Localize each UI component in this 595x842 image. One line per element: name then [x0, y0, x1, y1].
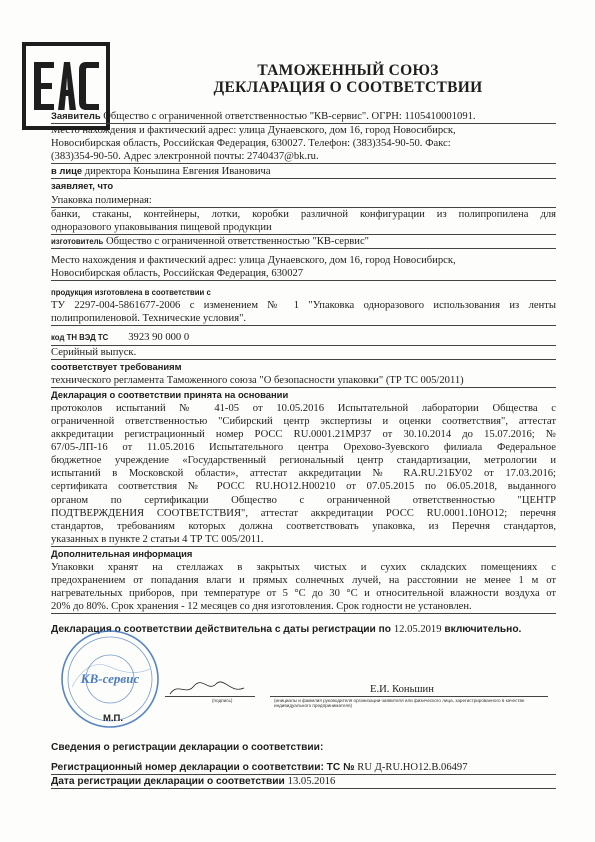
validity-date: 12.05.2019	[393, 624, 442, 636]
name-caption: (инициалы и фамилия руководителя организации-заявителя или физического лица, зарегистрированного в качестве индивидуального предпринимателя)	[274, 698, 525, 709]
applicant-label: Заявитель	[51, 110, 101, 121]
applicant-line-2: Место нахождения и фактический адрес: улица Дунаевского, дом 16, город Новосибирск,	[51, 125, 456, 137]
name-line	[270, 696, 548, 697]
validity-line: Декларация о соответствии действительна с даты регистрации по 12.05.2019 включительно.	[51, 624, 522, 636]
stamp-text: КВ-сервис	[80, 671, 140, 686]
product-desc-2: одноразового упаковывания пищевой продукции	[51, 221, 556, 235]
signatory-name: Е.И. Коньшин	[370, 684, 434, 695]
serial-line: Серийный выпуск.	[51, 346, 556, 360]
requirements-label: соответствует требованиям	[51, 360, 182, 372]
registration-number: RU Д-RU.НО12.В.06497	[357, 762, 468, 773]
person-label: в лице	[51, 165, 83, 177]
manufacturer-line-3: Новосибирская область, Российская Федерация, 630027	[51, 267, 556, 281]
produced-line-2: полипропиленовой. Технические условия".	[51, 312, 556, 326]
product-name: Упаковка полимерная:	[51, 194, 556, 208]
registration-date-line: Дата регистрации декларации о соответствии 13.05.2016	[51, 775, 556, 789]
registration-date: 13.05.2016	[287, 776, 336, 787]
basis-label: Декларация о соответствии принята на основании	[51, 388, 289, 400]
requirements-line: технического регламента Таможенного союза "О безопасности упаковки" (ТР ТС 005/2011)	[51, 374, 556, 388]
document-header	[118, 62, 578, 96]
person-line: в лице директора Коньшина Евгения Ивановича	[51, 164, 556, 179]
declaration-body	[51, 109, 556, 636]
product-desc-1: банки, стаканы, контейнеры, лотки, коробки различной конфигурации из полипропилена для	[51, 208, 556, 220]
tnved-line	[51, 331, 556, 345]
manufacturer-line-2: Место нахождения и фактический адрес: улица Дунаевского, дом 16, город Новосибирск,	[51, 254, 456, 266]
applicant-line-3: Новосибирская область, Российская Федерация, 630027. Телефон: (383)354-90-50. Факс:	[51, 138, 451, 150]
tnved-label: код ТН ВЭД ТС	[51, 333, 109, 343]
declares-label: заявляет, что	[51, 180, 114, 192]
basis-text: протоколов испытаний № 41-05 от 10.05.2016 Испытательной лаборатории Общества с ограниченной ответственностью "Сибирский центр экспертизы и оценки соответствия", аттестат аккредитации регистрационный номер РОСС RU.0001.21МР37 от 30.10.2014 до 15.07.2016; № 67/05-ЛП-16 от 11.05.2016 Испытательного центра Орехово-Зуевского филиала Федеральное бюджетное учреждение «Государственный региональный центр стандартизации, метрологии и испытаний в Московской области», аттестат аккредитации № RA.RU.21БУ02 от 17.03.2016; сертификата соответствия № РОСС RU.НО12.Н00210 от 07.05.2015 по 06.05.2018, выданного органом по сертификации Общество с ограниченной ответственностью "ЦЕНТР ПОДТВЕРЖДЕНИЯ СООТВЕТСТВИЯ", аттестат аккредитации РОСС RU.0001.10НО12; перечня стандартов, требованиям которых должна соответствовать упаковка, из Перечня стандартов, указанных в пункте 2 статьи 4 ТР ТС 005/2011.	[51, 402, 556, 547]
additional-label: Дополнительная информация	[51, 547, 193, 559]
signature-caption: (подпись)	[212, 698, 233, 703]
produced-line-1: ТУ 2297-004-5861677-2006 с изменением № 1 "Упаковка одноразового использования из ленты	[51, 300, 556, 312]
signature-line	[165, 696, 255, 697]
header-title: ДЕКЛАРАЦИЯ О СООТВЕТСТВИИ	[213, 79, 483, 96]
registration-info	[51, 741, 556, 789]
tnved-value: 3923 90 000 0	[128, 332, 190, 344]
registration-title: Сведения о регистрации декларации о соответствии:	[51, 742, 324, 753]
registration-number-line: Регистрационный номер декларации о соответствии: ТС № RU Д-RU.НО12.В.06497	[51, 761, 556, 775]
header-union: ТАМОЖЕННЫЙ СОЮЗ	[257, 62, 439, 79]
manufacturer-line-1: изготовитель Общество с ограниченной ответственностью "КВ-сервис"	[51, 235, 556, 249]
applicant-line-1: Заявитель Общество с ограниченной ответственностью "КВ-сервис". ОГРН: 1105410001091.	[51, 109, 556, 124]
additional-text: Упаковки хранят на стеллажах в закрытых чистых и сухих складских помещениях с предохранением от попадания влаги и прямых солнечных лучей, на расстоянии не менее 1 м от нагревательных приборов, при температуре от 5 °С до 30 °С и относительной влажности воздуха от 20% до 80%. Срок хранения - 12 месяцев со дня изготовления. Срок годности не установлен.	[51, 561, 556, 614]
manufacturer-label: изготовитель	[51, 236, 104, 246]
applicant-line-4: (383)354-90-50. Адрес электронной почты: 2740437@bk.ru.	[51, 150, 556, 164]
stamp-place-label: М.П.	[103, 713, 124, 724]
produced-label: продукция изготовлена в соответствии с	[51, 288, 211, 298]
